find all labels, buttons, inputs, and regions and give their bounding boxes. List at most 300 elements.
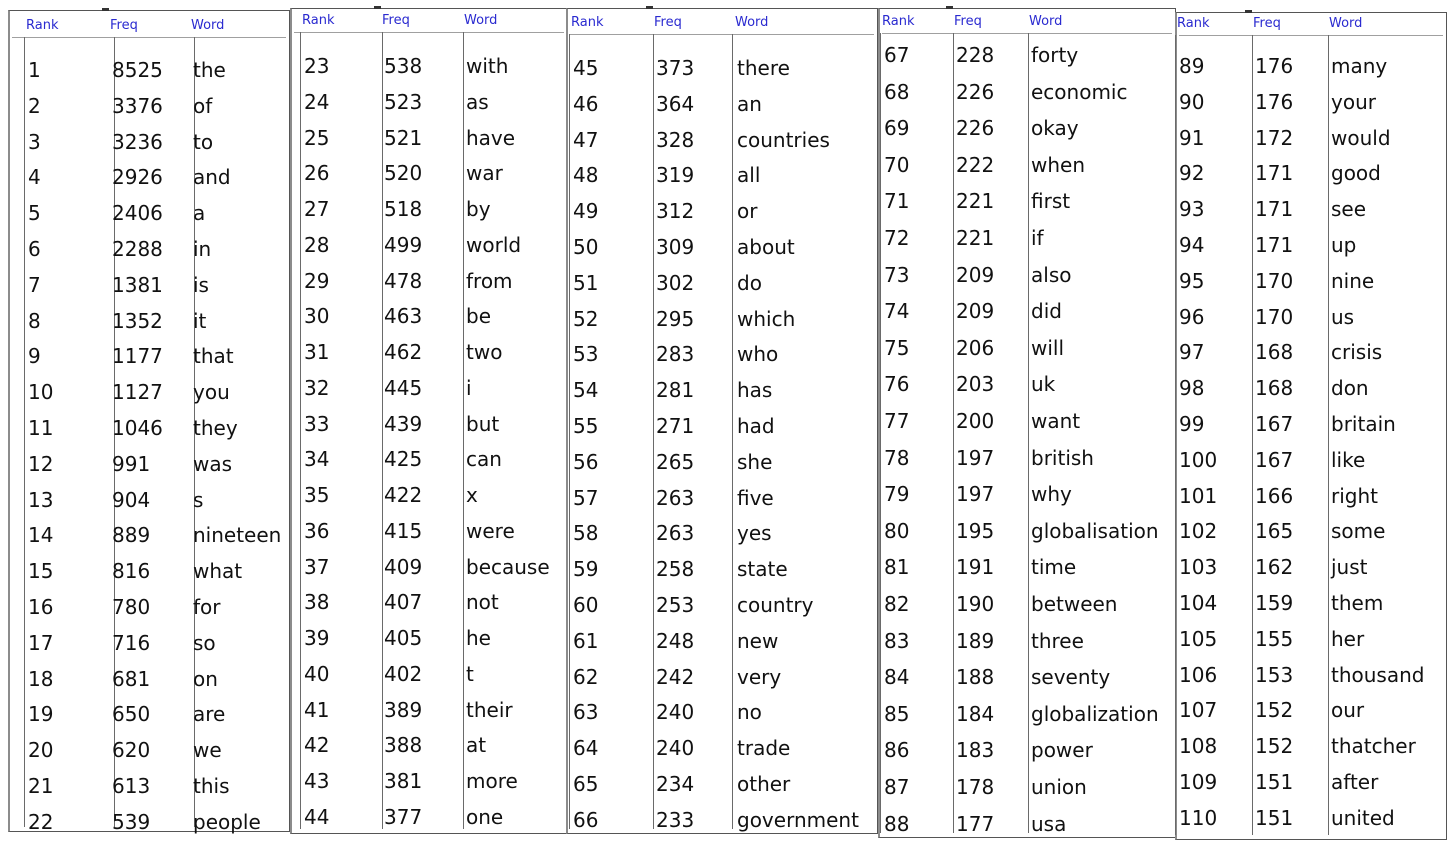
freq-cell: 2406 [112, 201, 163, 226]
column-header-freq[interactable]: Freq [110, 18, 138, 33]
word-cell: but [466, 411, 500, 436]
list-row[interactable] [290, 442, 568, 478]
list-row[interactable] [566, 445, 878, 481]
freq-cell: 206 [956, 335, 995, 360]
freq-cell: 319 [656, 163, 695, 188]
word-cell: countries [737, 127, 830, 152]
list-row[interactable] [1175, 228, 1447, 264]
list-row[interactable] [566, 230, 878, 266]
list-row[interactable] [566, 695, 878, 731]
freq-cell: 171 [1255, 197, 1294, 222]
list-row[interactable] [566, 409, 878, 445]
list-row[interactable] [878, 587, 1176, 623]
freq-cell: 523 [384, 89, 423, 114]
list-row[interactable] [1175, 479, 1447, 515]
rank-cell: 65 [573, 772, 599, 796]
freq-cell: 991 [112, 451, 151, 476]
list-row[interactable] [1175, 658, 1447, 694]
freq-cell: 195 [956, 518, 995, 543]
list-row[interactable] [878, 660, 1176, 696]
column-header-word[interactable]: Word [735, 15, 769, 30]
list-row[interactable] [1175, 693, 1447, 729]
freq-cell: 816 [112, 559, 151, 584]
rank-cell: 88 [884, 811, 910, 836]
freq-cell: 389 [384, 697, 423, 722]
word-cell: first [1031, 189, 1071, 214]
rank-cell: 30 [304, 304, 330, 329]
freq-cell: 271 [656, 414, 695, 438]
freq-cell: 716 [112, 630, 151, 655]
word-cell: union [1031, 775, 1087, 799]
freq-cell: 177 [956, 811, 995, 836]
word-cell: more [466, 769, 518, 793]
list-row[interactable] [8, 483, 290, 519]
freq-cell: 1381 [112, 272, 163, 297]
rank-cell: 79 [884, 482, 910, 507]
column-header-rank[interactable]: Rank [571, 15, 604, 30]
list-row[interactable] [1175, 550, 1447, 586]
rank-cell: 105 [1179, 626, 1218, 651]
list-row[interactable] [8, 232, 290, 268]
list-row[interactable] [8, 697, 290, 733]
rank-cell: 28 [304, 232, 330, 257]
freq-cell: 445 [384, 375, 423, 400]
list-row[interactable] [878, 807, 1176, 843]
list-row[interactable] [290, 657, 568, 693]
rank-cell: 42 [304, 733, 330, 758]
list-row[interactable] [566, 373, 878, 409]
list-row[interactable] [1175, 765, 1447, 801]
freq-cell: 681 [112, 666, 151, 691]
list-row[interactable] [1175, 622, 1447, 658]
list-row[interactable] [1175, 156, 1447, 192]
list-row[interactable] [290, 121, 568, 157]
word-cell: this [193, 774, 230, 798]
word-cell: two [466, 340, 503, 364]
table-panel-3[interactable] [566, 8, 878, 834]
rank-cell: 47 [573, 127, 599, 152]
rank-cell: 68 [884, 79, 910, 104]
freq-cell: 415 [384, 518, 423, 543]
rank-cell: 40 [304, 661, 330, 686]
word-cell: have [466, 125, 516, 150]
rank-cell: 100 [1179, 447, 1218, 472]
word-cell: them [1331, 591, 1384, 615]
word-cell: because [466, 554, 550, 579]
freq-cell: 248 [656, 628, 695, 653]
column-header-freq[interactable]: Freq [1253, 16, 1281, 31]
rank-cell: 24 [304, 89, 330, 114]
list-row[interactable] [566, 767, 878, 803]
column-header-word[interactable]: Word [1029, 14, 1063, 29]
word-cell: if [1031, 226, 1044, 250]
word-cell: she [737, 449, 773, 474]
freq-cell: 188 [956, 665, 995, 690]
header-divider [12, 37, 286, 38]
column-header-word[interactable]: Word [191, 18, 225, 33]
list-row[interactable] [8, 268, 290, 304]
list-row[interactable] [290, 264, 568, 300]
freq-cell: 2288 [112, 237, 163, 261]
list-row[interactable] [8, 339, 290, 375]
rank-cell: 69 [884, 116, 910, 141]
freq-cell: 1177 [112, 344, 163, 369]
list-row[interactable] [290, 192, 568, 228]
rank-cell: 5 [28, 201, 41, 226]
rank-cell: 75 [884, 335, 910, 360]
column-header-rank[interactable]: Rank [26, 18, 59, 33]
list-row[interactable] [8, 554, 290, 590]
list-row[interactable] [290, 228, 568, 264]
handle-mark [946, 6, 953, 9]
word-cell: our [1331, 698, 1365, 723]
word-cell: to [193, 129, 214, 154]
word-cell: we [193, 738, 222, 763]
list-row[interactable] [878, 441, 1176, 477]
list-row[interactable] [290, 478, 568, 514]
list-row[interactable] [1175, 801, 1447, 837]
word-cell: were [466, 518, 515, 543]
word-cell: power [1031, 738, 1093, 763]
list-row[interactable] [878, 477, 1176, 513]
rank-cell: 15 [28, 559, 54, 584]
rank-cell: 2 [28, 93, 41, 118]
list-row[interactable] [1175, 407, 1447, 443]
word-cell: it [193, 308, 207, 333]
rank-cell: 102 [1179, 519, 1218, 544]
word-cell: seventy [1031, 665, 1111, 690]
freq-cell: 478 [384, 268, 423, 293]
rank-cell: 20 [28, 738, 54, 763]
rank-cell: 59 [573, 557, 599, 582]
freq-cell: 209 [956, 299, 995, 324]
freq-cell: 153 [1255, 662, 1294, 687]
freq-cell: 165 [1255, 519, 1294, 544]
list-row[interactable] [878, 258, 1176, 294]
list-row[interactable] [8, 626, 290, 662]
rank-cell: 31 [304, 340, 330, 364]
rank-cell: 58 [573, 521, 599, 546]
word-cell: her [1331, 626, 1365, 651]
word-cell: state [737, 557, 788, 582]
rank-cell: 91 [1179, 125, 1205, 150]
list-row[interactable] [566, 516, 878, 552]
rank-cell: 90 [1179, 89, 1205, 114]
freq-cell: 226 [956, 79, 995, 104]
list-row[interactable] [566, 87, 878, 123]
word-cell: britain [1331, 412, 1396, 436]
list-row[interactable] [566, 731, 878, 767]
list-row[interactable] [1175, 443, 1447, 479]
list-row[interactable] [566, 660, 878, 696]
word-cell: other [737, 772, 791, 796]
column-header-word[interactable]: Word [464, 13, 498, 28]
word-cell: had [737, 414, 775, 438]
list-row[interactable] [878, 404, 1176, 440]
list-row[interactable] [8, 196, 290, 232]
freq-cell: 234 [656, 772, 695, 796]
list-row[interactable] [8, 89, 290, 125]
list-row[interactable] [290, 156, 568, 192]
word-cell: on [193, 666, 218, 691]
column-header-rank[interactable]: Rank [882, 14, 915, 29]
list-row[interactable] [290, 371, 568, 407]
list-row[interactable] [1175, 729, 1447, 765]
word-cell: crisis [1331, 340, 1383, 365]
word-cell: as [466, 89, 489, 114]
rank-cell: 26 [304, 161, 330, 186]
word-cell: of [193, 93, 213, 118]
freq-cell: 200 [956, 409, 995, 433]
word-cell: war [466, 161, 503, 186]
list-row[interactable] [1175, 85, 1447, 121]
rank-cell: 85 [884, 701, 910, 726]
list-row[interactable] [290, 299, 568, 335]
list-row[interactable] [878, 111, 1176, 147]
rank-cell: 60 [573, 593, 599, 617]
list-row[interactable] [878, 770, 1176, 806]
freq-cell: 281 [656, 378, 695, 403]
table-panel-2[interactable] [290, 8, 568, 834]
list-row[interactable] [878, 514, 1176, 550]
freq-cell: 263 [656, 485, 695, 510]
rank-cell: 62 [573, 664, 599, 689]
column-header-freq[interactable]: Freq [382, 13, 410, 28]
list-row[interactable] [878, 148, 1176, 184]
list-row[interactable] [1175, 49, 1447, 85]
word-cell: between [1031, 592, 1118, 616]
column-header-rank[interactable]: Rank [1177, 16, 1210, 31]
word-cell: x [466, 483, 478, 507]
freq-cell: 518 [384, 197, 423, 221]
column-header-word[interactable]: Word [1329, 16, 1363, 31]
list-row[interactable] [8, 160, 290, 196]
list-row[interactable] [566, 481, 878, 517]
column-header-freq[interactable]: Freq [654, 15, 682, 30]
list-row[interactable] [290, 85, 568, 121]
word-cell: in [193, 237, 212, 261]
list-row[interactable] [1175, 121, 1447, 157]
rank-cell: 39 [304, 626, 330, 650]
rank-cell: 11 [28, 416, 54, 440]
rank-cell: 8 [28, 308, 41, 333]
list-row[interactable] [566, 552, 878, 588]
list-row[interactable] [8, 125, 290, 161]
word-cell: you [193, 380, 230, 405]
rank-cell: 34 [304, 447, 330, 472]
list-row[interactable] [878, 331, 1176, 367]
list-row[interactable] [8, 769, 290, 805]
list-row[interactable] [878, 294, 1176, 330]
list-row[interactable] [8, 304, 290, 340]
freq-cell: 178 [956, 775, 995, 799]
freq-cell: 197 [956, 445, 995, 470]
word-cell: up [1331, 233, 1357, 257]
list-row[interactable] [1175, 586, 1447, 622]
list-row[interactable] [8, 662, 290, 698]
word-cell: t [466, 661, 474, 686]
freq-cell: 309 [656, 235, 695, 259]
column-header-freq[interactable]: Freq [954, 14, 982, 29]
word-cell: has [737, 378, 773, 403]
list-row[interactable] [290, 693, 568, 729]
list-row[interactable] [1175, 371, 1447, 407]
freq-cell: 209 [956, 262, 995, 287]
freq-cell: 381 [384, 769, 423, 793]
rank-cell: 6 [28, 237, 41, 261]
freq-cell: 3236 [112, 129, 163, 154]
word-cell: there [737, 56, 790, 80]
list-row[interactable] [566, 624, 878, 660]
word-cell: why [1031, 482, 1072, 507]
list-row[interactable] [8, 590, 290, 626]
list-row[interactable] [566, 194, 878, 230]
list-row[interactable] [290, 621, 568, 657]
freq-cell: 203 [956, 372, 995, 397]
freq-cell: 226 [956, 116, 995, 141]
list-row[interactable] [1175, 335, 1447, 371]
table-panel-4[interactable] [878, 8, 1176, 838]
word-cell: will [1031, 335, 1065, 360]
freq-cell: 407 [384, 590, 423, 615]
list-row[interactable] [878, 221, 1176, 257]
rank-cell: 98 [1179, 376, 1205, 401]
list-row[interactable] [878, 184, 1176, 220]
freq-cell: 302 [656, 270, 695, 295]
list-row[interactable] [290, 764, 568, 800]
freq-cell: 328 [656, 127, 695, 152]
word-cell: one [466, 804, 504, 829]
list-row[interactable] [566, 123, 878, 159]
list-row[interactable] [290, 335, 568, 371]
freq-cell: 221 [956, 189, 995, 214]
freq-cell: 191 [956, 555, 995, 580]
list-row[interactable] [8, 375, 290, 411]
list-row[interactable] [878, 367, 1176, 403]
word-cell: just [1331, 555, 1368, 580]
list-row[interactable] [566, 51, 878, 87]
rank-cell: 106 [1179, 662, 1218, 687]
freq-cell: 152 [1255, 734, 1294, 759]
list-row[interactable] [290, 514, 568, 550]
list-row[interactable] [8, 733, 290, 769]
word-cell: forty [1031, 43, 1079, 67]
freq-cell: 176 [1255, 89, 1294, 114]
list-row[interactable] [566, 803, 878, 839]
rank-cell: 77 [884, 409, 910, 433]
list-row[interactable] [878, 733, 1176, 769]
rank-cell: 50 [573, 235, 599, 259]
rank-cell: 99 [1179, 412, 1205, 436]
list-row[interactable] [566, 588, 878, 624]
list-row[interactable] [290, 550, 568, 586]
word-cell: can [466, 447, 502, 472]
freq-cell: 167 [1255, 447, 1294, 472]
list-row[interactable] [1175, 514, 1447, 550]
word-cell: globalization [1031, 701, 1159, 726]
word-cell: is [193, 272, 209, 297]
freq-cell: 233 [656, 807, 695, 832]
word-cell: globalisation [1031, 518, 1159, 543]
word-cell: about [737, 235, 795, 259]
list-row[interactable] [566, 266, 878, 302]
rank-cell: 52 [573, 306, 599, 331]
list-row[interactable] [8, 518, 290, 554]
word-cell: economic [1031, 79, 1128, 104]
list-row[interactable] [566, 302, 878, 338]
list-row[interactable] [1175, 264, 1447, 300]
list-row[interactable] [878, 550, 1176, 586]
word-cell: from [466, 268, 513, 293]
list-row[interactable] [290, 585, 568, 621]
rank-cell: 18 [28, 666, 54, 691]
list-row[interactable] [1175, 192, 1447, 228]
rank-cell: 44 [304, 804, 330, 829]
word-cell: good [1331, 161, 1381, 186]
rank-cell: 19 [28, 702, 54, 727]
rank-cell: 104 [1179, 591, 1218, 615]
list-row[interactable] [290, 800, 568, 836]
word-cell: and [193, 165, 231, 190]
freq-cell: 295 [656, 306, 695, 331]
rank-cell: 7 [28, 272, 41, 297]
list-row[interactable] [878, 624, 1176, 660]
list-row[interactable] [8, 411, 290, 447]
list-row[interactable] [1175, 300, 1447, 336]
list-row[interactable] [878, 75, 1176, 111]
rank-cell: 3 [28, 129, 41, 154]
rank-cell: 51 [573, 270, 599, 295]
list-row[interactable] [290, 728, 568, 764]
table-panel-5[interactable] [1175, 12, 1447, 840]
column-header-rank[interactable]: Rank [302, 13, 335, 28]
word-cell: they [193, 416, 238, 440]
freq-cell: 242 [656, 664, 695, 689]
list-row[interactable] [878, 38, 1176, 74]
rank-cell: 107 [1179, 698, 1218, 723]
word-cell: thatcher [1331, 734, 1416, 759]
rank-cell: 74 [884, 299, 910, 324]
rank-cell: 109 [1179, 770, 1218, 794]
list-row[interactable] [878, 697, 1176, 733]
freq-cell: 222 [956, 152, 995, 177]
header-divider [570, 34, 874, 35]
word-cell: i [466, 375, 472, 400]
freq-cell: 377 [384, 804, 423, 829]
word-cell: which [737, 306, 796, 331]
rank-cell: 64 [573, 736, 599, 761]
rank-cell: 1 [28, 58, 41, 82]
freq-cell: 189 [956, 628, 995, 653]
list-row[interactable] [8, 447, 290, 483]
word-cell: at [466, 733, 487, 758]
freq-cell: 167 [1255, 412, 1294, 436]
rank-cell: 81 [884, 555, 910, 580]
table-panel-1[interactable] [8, 10, 290, 832]
header-divider [882, 33, 1172, 34]
word-cell: time [1031, 555, 1077, 580]
list-row[interactable] [8, 53, 290, 89]
word-cell: be [466, 304, 491, 329]
freq-cell: 1127 [112, 380, 163, 405]
word-cell: very [737, 664, 782, 689]
rank-cell: 53 [573, 342, 599, 367]
list-row[interactable] [290, 407, 568, 443]
list-row[interactable] [8, 805, 290, 841]
list-row[interactable] [290, 49, 568, 85]
list-row[interactable] [566, 337, 878, 373]
list-row[interactable] [566, 158, 878, 194]
